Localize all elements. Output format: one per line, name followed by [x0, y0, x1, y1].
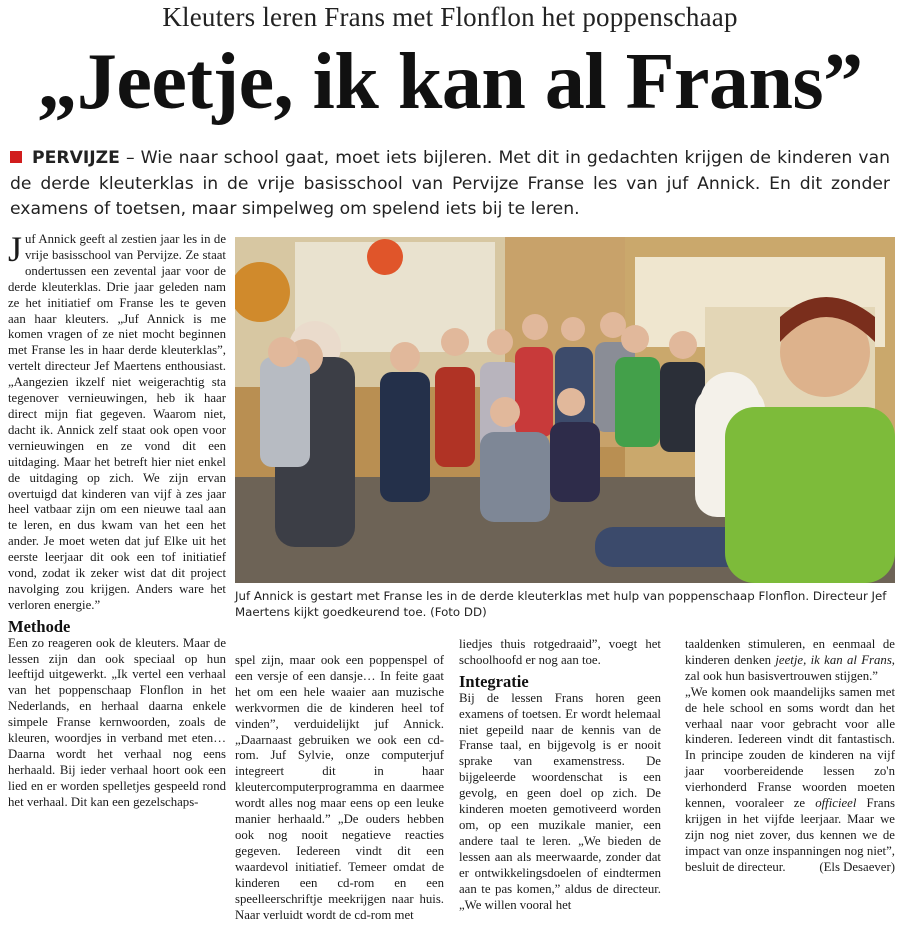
subheading-integratie: Integratie — [459, 671, 529, 691]
text-run: taaldenken stimuleren, en eenmaal de kinderen denken — [685, 637, 895, 667]
subheading-methode: Methode — [8, 616, 71, 636]
body-paragraph: spel zijn, maar ook een poppenspel of een versje of een dansje… In feite gaat het om een hele waaier aan muzische werkvormen die de kinderen heel tof vinden”, verduidelijkt juf Annick. „Daarnaast gebruiken we ook een cd-rom. Juf Sylvie, onze computerjuf integreert dit in haar kleutercomputerprogramma en daarmee wordt alles nog maar eens op een leuke manier herhaald.” „De ouders hebben ook nog nooit negatieve reacties gegeven. Iedereen vindt dit een waardevol initiatief. Temeer omdat de kinderen een cd-rom en een speelleerschriftje meekrijgen naar huis. Naar verluidt wordt de cd-rom met — [235, 653, 444, 922]
lead-paragraph — [10, 146, 890, 223]
classroom-photo — [235, 237, 895, 583]
photo-caption: Juf Annick is gestart met Franse les in de derde kleuterklas met hulp van poppenschaap Flonflon. Directeur Jef Maertens kijkt goedkeurend toe. (Foto DD) — [235, 589, 887, 619]
drop-cap: J — [8, 229, 23, 269]
kicker: Kleuters leren Frans met Flonflon het poppenschaap — [162, 2, 738, 32]
red-square-bullet — [10, 151, 22, 163]
text-run: „We komen ook maandelijks samen met de hele school en soms wordt dan het verhaal naar voor gebracht voor alle kinderen. Iedereen vindt dit fantastisch. In principe zouden de kinderen na vijf jaar voorbereidende lessen zo'n vierhonderd Franse woorden moeten kennen, vooraleer ze — [685, 684, 895, 811]
lead-place: PERVIJZE — [32, 148, 120, 168]
body-paragraph — [685, 685, 895, 876]
column-3 — [459, 637, 661, 913]
emphasis: jeetje, ik kan al Frans — [775, 652, 892, 667]
column-2 — [235, 653, 444, 923]
body-paragraph: uf Annick geeft al zestien jaar les in de vrije basisschool van Pervijze. Ze staat ondertussen een zevental jaar voor de derde kleuterklas. Drie jaar geleden nam ze het initiatief om Franse les te geven aan haar kleuters. „Juf Annick is me komen vragen of ze niet mocht beginnen met Franse les in haar derde kleuterklas”, vertelt directeur Jef Maertens enthousiast. „Aangezien ikzelf niet weigerachtig sta tegenover vernieuwingen, heb ik haar direct mijn fiat gegeven. Waarom niet, dacht ik. Annick zelf staat ook open voor vernieuwingen en ze vond dit een uitdaging. Maar het betreft hier niet enkel de uitdaging op zich. We zijn ervan overtuigd dat kinderen van vijf à zes jaar heel vatbaar zijn om een nieuwe taal aan te leren, en dus kwam van het een het ander. Je moet weten dat juf Elke uit het eerste leerjaar dit ook een tof initiatief vond, zodat ik zeker wist dat dit project navolging zou krijgen. Anders ware het verloren energie.” — [8, 232, 226, 612]
body-paragraph — [685, 637, 895, 685]
body-paragraph: liedjes thuis rotgedraaid”, voegt het schoolhoofd er nog aan toe. — [459, 637, 661, 667]
emphasis: officieel — [815, 796, 857, 811]
text-run: , zal ook hun basisvertrouwen stijgen.” — [685, 652, 895, 683]
column-1 — [8, 229, 226, 811]
column-4 — [685, 637, 895, 876]
headline: „Jeetje, ik kan al Frans” — [37, 38, 863, 126]
text-run: Frans krijgen in het vijfde leerjaar. Maar we zijn nog niet zover, dus kennen we de impact van onze inspanningen nog niet”, besluit de directeur. — [685, 796, 895, 874]
body-paragraph: Bij de lessen Frans horen geen examens of toetsen. Er wordt helemaal niet gepeild naar de kennis van de Franse taal, en bijgevolg is er nooit sprake van examenstress. De bijgeleerde woordenschat is een gevolg, en geen doel op zich. De kinderen moeten gemotiveerd worden om, op een muzikale manier, een andere taal te leren. „We bieden de lessen aan als meerwaarde, zonder dat er ontwikkelingsdoelen of eindtermen aan te pas komen,” aldus de directeur. „We willen vooral het — [459, 690, 661, 912]
byline: (Els Desaever) — [819, 859, 895, 874]
lead-text: – Wie naar school gaat, moet iets bijleren. Met dit in gedachten krijgen de kinderen van de derde kleuterklas in de vrije basisschool van Pervijze Franse les van juf Annick. En dit zonder examens of toetsen, maar simpelweg om spelend iets bij te leren. — [10, 148, 890, 219]
body-paragraph: Een zo reageren ook de kleuters. Maar de lessen zijn dan ook speciaal op hun leeftijd uitgewerkt. „Ik vertel een verhaal van het poppenschaap Flonflon in het Nederlands, en herhaal daarna enkele simpele Franse kernwoorden, zoals de kleuren, woordjes in verband met eten… Daarna wordt het verhaal nog eens herhaald. Bij ieder verhaal hoort ook een lied en er worden spelletjes gespeeld rond het verhaal. Dit kan een gezelschaps- — [8, 635, 226, 809]
